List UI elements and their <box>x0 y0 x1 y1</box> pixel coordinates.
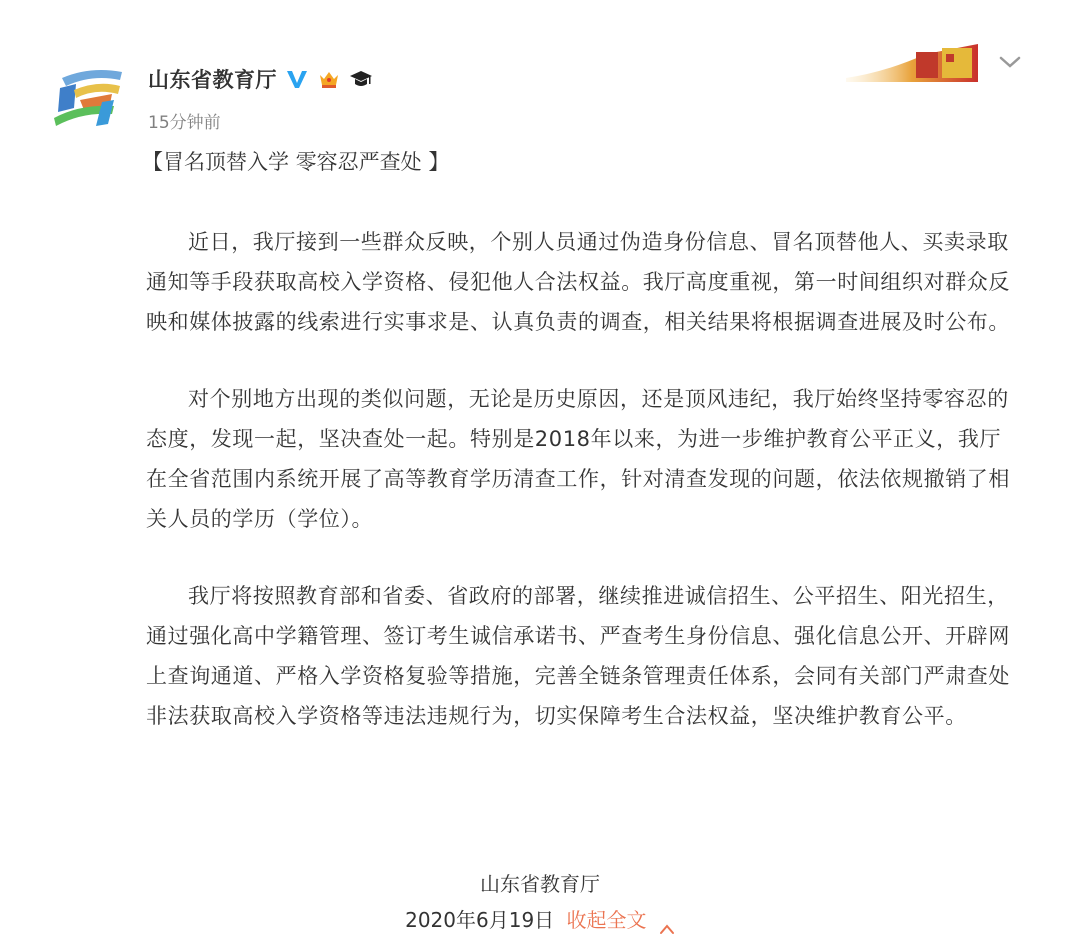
crown-badge-icon[interactable] <box>317 67 341 91</box>
post-paragraph: 对个别地方出现的类似问题，无论是历史原因，还是顶风违纪，我厅始终坚持零容忍的态度，发现一起，坚决查处一起。特别是2018年以来，为进一步维护教育公平正义，我厅在全省范围内系统开展了高等教育学历清查工作，针对清查发现的问题，依法依规撤销了相关人员的学历（学位）。 <box>146 387 1010 531</box>
signature-name: 山东省教育厅 <box>480 872 600 896</box>
graduation-cap-icon[interactable] <box>349 67 373 91</box>
post-timestamp[interactable]: 15分钟前 <box>148 113 221 133</box>
avatar[interactable] <box>50 64 130 134</box>
account-header <box>148 64 373 94</box>
account-name[interactable]: 山东省教育厅 <box>148 68 277 92</box>
post-paragraph: 我厅将按照教育部和省委、省政府的部署，继续推进诚信招生、公平招生、阳光招生，通过强化高中学籍管理、签订考生诚信承诺书、严查考生身份信息、强化信息公开、开辟网上查询通道、严格入学资格复验等措施，完善全链条管理责任体系，会同有关部门严肃查处非法获取高校入学资格等违法违规行为，切实保障考生合法权益，坚决维护教育公平。 <box>146 584 1010 728</box>
signature-date: 2020年6月19日 <box>405 908 555 932</box>
education-logo-icon <box>50 64 130 134</box>
chevron-down-icon[interactable] <box>996 52 1024 72</box>
post-body <box>146 222 1016 773</box>
verified-v-icon[interactable] <box>285 67 309 91</box>
collapse-full-text-link[interactable]: 收起全文 <box>566 908 647 932</box>
post-paragraph: 近日，我厅接到一些群众反映，个别人员通过伪造身份信息、冒名顶替他人、买卖录取通知等手段获取高校入学资格、侵犯他人合法权益。我厅高度重视，第一时间组织对群众反映和媒体披露的线索进行实事求是、认真负责的调查，相关结果将根据调查进展及时公布。 <box>146 230 1010 334</box>
post-title: 【冒名顶替入学 零容忍严查处 】 <box>142 150 450 174</box>
decorative-banner <box>846 44 978 82</box>
chevron-up-icon[interactable] <box>659 916 675 928</box>
